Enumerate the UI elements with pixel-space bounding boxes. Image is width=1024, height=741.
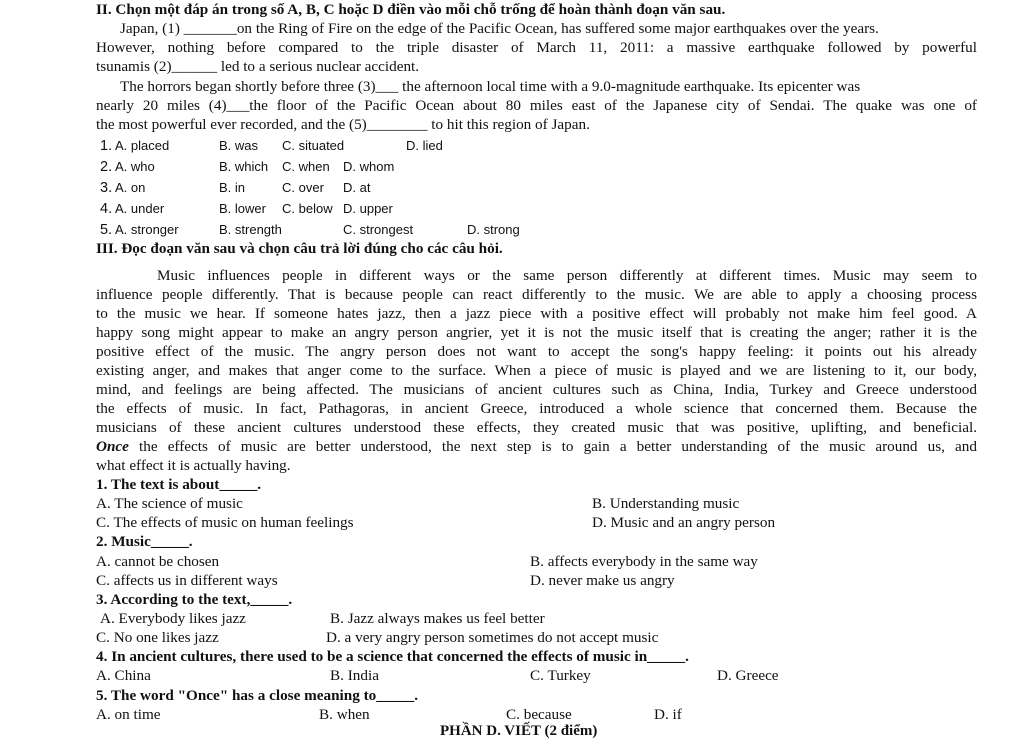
option-number: 5. [100,222,113,238]
passage-line: happy song might appear to make an angry person angrier, yet it is not the music itself that is creating the anger; rather it is the [96,324,977,341]
option-a[interactable]: A. stronger [115,222,179,237]
passage-line: The horrors began shortly before three (3)___ the afternoon local time with a 9.0-magnitude earthquake. Its epicenter was [120,78,861,95]
answer-option[interactable]: C. affects us in different ways [96,572,278,589]
passage-line [96,437,977,456]
answer-option[interactable]: A. cannot be chosen [96,553,220,570]
option-a[interactable]: A. placed [115,138,170,153]
option-c[interactable]: C. when [282,159,330,174]
passage-line: However, nothing before compared to the triple disaster of March 11, 2011: a massive earthquake followed by powerful [96,39,977,56]
option-b[interactable]: B. in [219,180,246,195]
answer-option[interactable]: B. when [319,706,370,723]
option-b[interactable]: B. strength [219,222,282,237]
answer-option[interactable]: D. never make us angry [530,572,675,589]
option-b[interactable]: B. which [219,159,269,174]
answer-option[interactable]: A. on time [96,706,161,723]
option-number: 4. [100,201,113,217]
question-stem: 3. According to the text,_____. [96,591,293,608]
question-stem: 1. The text is about_____. [96,476,262,493]
answer-option[interactable]: D. a very angry person sometimes do not accept music [326,629,659,646]
keyword-once: Once [96,438,129,455]
option-c[interactable]: C. below [282,201,333,216]
passage-text: the effects of music are better understood, the next step is to gain a better understanding of the music around us, and [128,438,977,455]
option-b[interactable]: B. was [219,138,259,153]
passage-line: the effects of music. In fact, Pathagoras, in ancient Greece, introduced a whole science that concerned them. Because the [96,400,977,417]
passage-line: positive effect of the music. The angry person does not want to accept the song's happy feeling: it points out his already [96,343,977,360]
answer-option[interactable]: C. The effects of music on human feelings [96,514,354,531]
option-b[interactable]: B. lower [219,201,266,216]
option-c[interactable]: C. strongest [343,222,414,237]
option-c[interactable]: C. over [282,180,324,195]
option-d[interactable]: D. at [343,180,371,195]
question-stem: 5. The word "Once" has a close meaning to_____. [96,687,419,704]
question-stem: 2. Music_____. [96,533,193,550]
part-d-heading: PHẦN D. VIẾT (2 điểm) [440,723,598,739]
answer-option[interactable]: D. if [654,706,682,723]
option-number: 3. [100,180,113,196]
answer-option[interactable]: D. Music and an angry person [592,514,776,531]
answer-option[interactable]: B. affects everybody in the same way [530,553,758,570]
answer-option[interactable]: C. No one likes jazz [96,629,219,646]
answer-option[interactable]: C. because [506,706,572,723]
answer-option[interactable]: C. Turkey [530,667,591,684]
option-number: 1. [100,138,113,154]
option-d[interactable]: D. strong [467,222,520,237]
answer-option[interactable]: A. The science of music [96,495,243,512]
option-a[interactable]: A. on [115,180,146,195]
answer-option[interactable]: B. India [330,667,379,684]
answer-option[interactable]: D. Greece [717,667,779,684]
option-d[interactable]: D. lied [406,138,443,153]
passage-line: Music influences people in different ways or the same person differently at different times. Music may seem to [157,267,977,284]
question-stem: 4. In ancient cultures, there used to be a science that concerned the effects of music in_____. [96,648,689,665]
passage-line: influence people differently. That is because people can react differently to the music. We are able to apply a choosing process [96,286,977,303]
section-2-heading: II. Chọn một đáp án trong số A, B, C hoặc D điền vào mỗi chỗ trống để hoàn thành đoạn văn sau. [96,1,726,18]
passage-line: to the music we hear. If someone hates jazz, then a jazz piece with a positive effect will probably not make him feel good. A [96,305,977,322]
option-number: 2. [100,159,113,175]
section-3-heading: III. Đọc đoạn văn sau và chọn câu trả lời đúng cho các câu hỏi. [96,240,503,257]
passage-line: musicians of these ancient cultures understood these effects, they created music that was positive, uplifting, and beneficial. [96,419,977,436]
option-c[interactable]: C. situated [282,138,345,153]
answer-option[interactable]: B. Jazz always makes us feel better [330,610,545,627]
option-d[interactable]: D. whom [343,159,395,174]
passage-line: tsunamis (2)______ led to a serious nuclear accident. [96,58,420,75]
option-a[interactable]: A. under [115,201,165,216]
option-a[interactable]: A. who [115,159,155,174]
passage-line: existing anger, and makes that anger come to the surface. When a piece of music is played and we are listening to it, our body, [96,362,977,379]
passage-line: mind, and feelings are being affected. The musicians of ancient cultures such as China, India, Turkey and Greece understood [96,381,977,398]
option-d[interactable]: D. upper [343,201,393,216]
passage-line: nearly 20 miles (4)___the floor of the Pacific Ocean about 80 miles east of the Japanese city of Sendai. The quake was one of [96,97,977,114]
passage-line: Japan, (1) _______on the Ring of Fire on the edge of the Pacific Ocean, has suffered some major earthquakes over the years. [120,20,879,37]
answer-option[interactable]: A. China [96,667,151,684]
passage-line: what effect it is actually having. [96,457,291,474]
passage-line: the most powerful ever recorded, and the (5)________ to hit this region of Japan. [96,116,590,133]
answer-option[interactable]: B. Understanding music [592,495,740,512]
answer-option[interactable]: A. Everybody likes jazz [100,610,246,627]
